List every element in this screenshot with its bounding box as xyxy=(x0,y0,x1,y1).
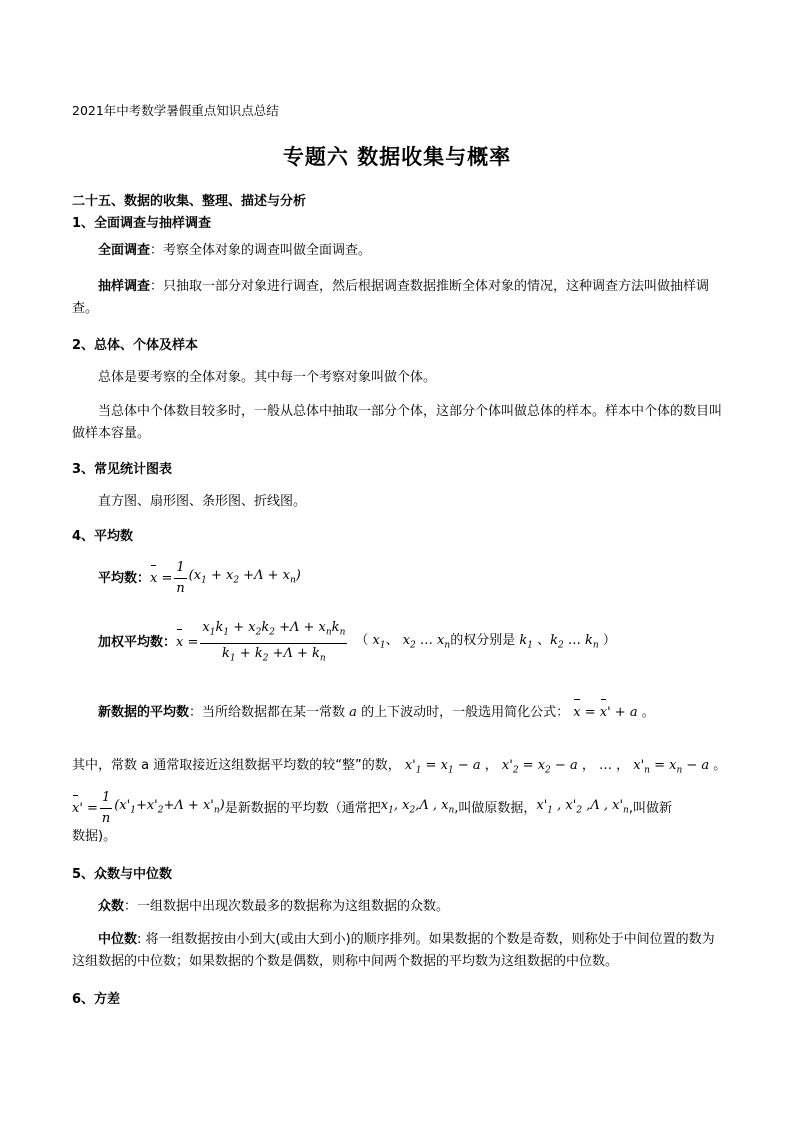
page-header: 2021年中考数学暑假重点知识点总结 xyxy=(72,103,279,118)
section-5-para-mode xyxy=(98,896,449,918)
term-new-data-mean: 新数据的平均数 xyxy=(98,705,190,720)
new-mean-line: x ' = $\frac{1}{n}$ $(x'_1+x'_2+\Lambda + x'_n)$ 是新数据的平均数（通常把 $x_1$, $x_2,\Lambda$ , $x_n$ ,叫做原数据， $x'_1$ , $x'_2$ ,Λ , $x'_n$ ,叫做新 xyxy=(72,790,672,826)
para-text: 是新数据的平均数（通常把 xyxy=(224,800,381,816)
term-full-survey: 全面调查 xyxy=(98,243,151,258)
para-text: : 将一组数据按由小到大(或由大到小)的顺序排列。如果数据的个数是奇数，则称处于中间位置的数为这组数据的中位数；如果数据的个数是偶数，则称中间两个数据的平均数为这组数据的中位数。 xyxy=(72,932,715,969)
para-text: 其中，常数 a 通常取接近这组数据平均数的较“整”的数， xyxy=(72,758,401,773)
term-mean: 平均数： xyxy=(98,570,151,586)
para-text: ：考察全体对象的调查叫做全面调查。 xyxy=(150,243,372,258)
page-title: 专题六 数据收集与概率 xyxy=(282,144,512,169)
term-mode: 众数 xyxy=(98,899,125,914)
weighted-mean-formula: x = $\frac{x_1k_1 + x_2k_2 +\Lambda + x_nk_n}{k_1 + k_2 +\Lambda + k_n}$ xyxy=(176,620,346,664)
para-text: 的上下波动时，一般选用简化公式： xyxy=(361,705,570,720)
term-sample-survey: 抽样调查 xyxy=(98,279,151,294)
mean-formula: x = $\frac{1}{n}$ $(x_1 + x_2 +\Lambda + x_n)$ xyxy=(150,560,301,596)
para-text: ：当所给数据都在某一常数 xyxy=(189,705,346,720)
para-text: ：一组数据中出现次数最多的数据称为这组数据的众数。 xyxy=(124,899,450,914)
section-2-para-1: 总体是要考察的全体对象。其中每一个考察对象叫做个体。 xyxy=(98,370,437,385)
section-1-para-1 xyxy=(98,240,371,262)
section-2-heading: 2、总体、个体及样本 xyxy=(72,338,199,353)
section-1-para-2 xyxy=(72,276,724,320)
weighted-note: （ $x_1$、 $x_2$ … $x_n$的权分别是 $k_1$ 、$k_2$ … $k_n$ ） xyxy=(355,632,616,651)
chapter-heading: 二十五、数据的收集、整理、描述与分析 xyxy=(72,194,307,209)
section-5-heading: 5、众数与中位数 xyxy=(72,867,173,882)
para-text: ,叫做原数据， xyxy=(454,800,537,816)
term-weighted-mean: 加权平均数： xyxy=(98,635,177,651)
term-median: 中位数 xyxy=(98,932,138,947)
simplified-formula: x = x' + a xyxy=(573,705,637,720)
constant-a-line: 其中，常数 a 通常取接近这组数据平均数的较“整”的数， $x'_1 = x_1 - a$ ， $x'_2 = x_2 - a$ ， … ， $x'_n = x_n - a$ 。 xyxy=(72,758,727,776)
new-mean-line-end: 数据)。 xyxy=(72,829,117,844)
new-data-mean-line: 新数据的平均数：当所给数据都在某一常数 a 的上下波动时，一般选用简化公式： x = x' + a 。 xyxy=(98,702,655,724)
section-3-para-1: 直方图、扇形图、条形图、折线图。 xyxy=(98,494,307,509)
section-5-para-median xyxy=(72,929,724,973)
para-text: ：只抽取一部分对象进行调查，然后根据调查数据推断全体对象的情况，这种调查方法叫做抽样调查。 xyxy=(72,279,710,316)
weighted-mean-line xyxy=(98,620,616,666)
para-text: ,叫做新 xyxy=(628,800,672,816)
section-3-heading: 3、常见统计图表 xyxy=(72,462,173,477)
section-4-heading: 4、平均数 xyxy=(72,529,134,544)
section-1-heading: 1、全面调查与抽样调查 xyxy=(72,216,212,231)
section-2-para-2: 当总体中个体数目较多时，一般从总体中抽取一部分个体，这部分个体叫做总体的样本。样本中个体的数目叫做样本容量。 xyxy=(72,404,723,441)
new-mean-formula: x ' = $\frac{1}{n}$ $(x'_1+x'_2+\Lambda + x'_n)$ xyxy=(72,790,225,826)
mean-formula-line xyxy=(98,560,301,597)
section-6-heading: 6、方差 xyxy=(72,992,121,1007)
